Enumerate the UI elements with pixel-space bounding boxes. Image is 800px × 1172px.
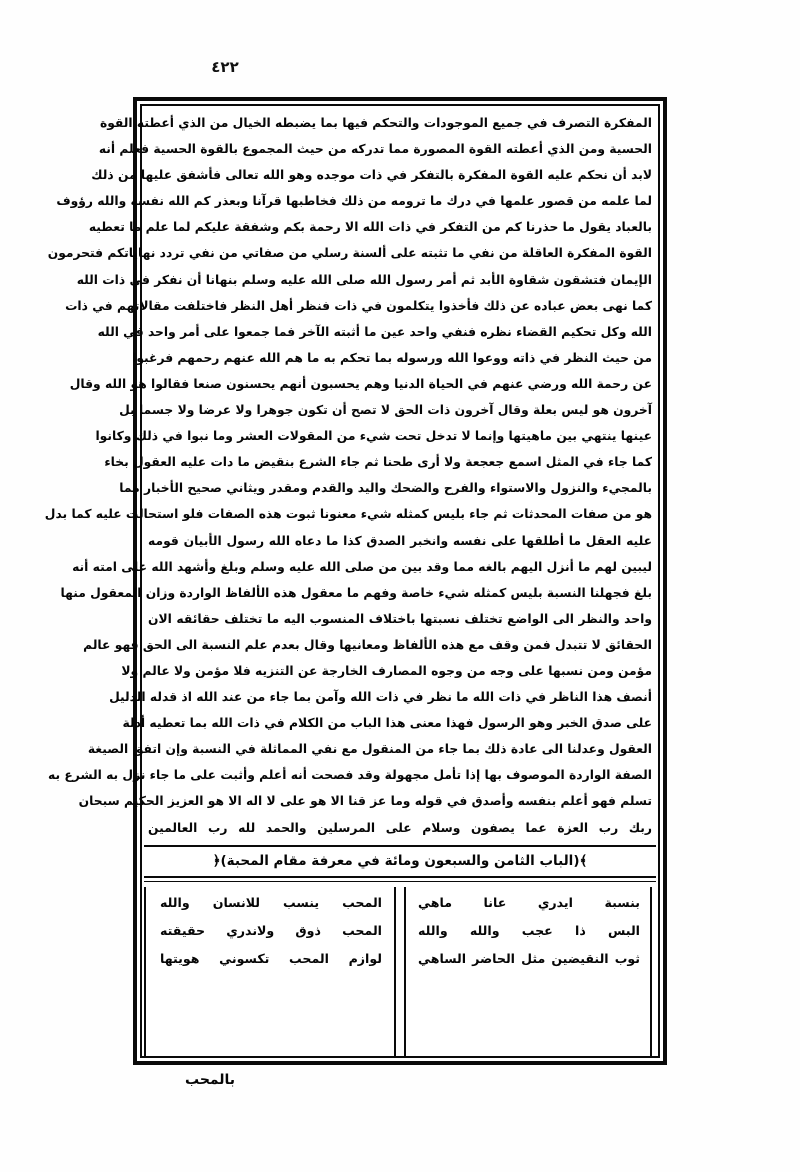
text-line: الحسية ومن الذي أعطته القوة المصورة مما تدركه من حيث المجموع بالقوة الحسية فعلم أنه <box>98 142 652 157</box>
text-block-frame <box>44 97 667 1065</box>
text-line: كما نهى بعض عباده عن ذلك فأخذوا يتكلمون في ذات فنظر أهل النظر فاختلفت مقالاتهم في ذات <box>65 298 652 313</box>
text-line: الصفة الواردة الموصوف بها إذا تأمل مجهولة وقد فصحت أنه أعلم وأثبت على ما جاء نزل به الشرع به <box>48 768 652 783</box>
verse-line: بنسبة ايدري عانا ماهي <box>418 894 640 910</box>
text-line: تسلم فهو أعلم بنفسه وأصدق في قوله وما عز قنا الا هو على لا اله الا هو العزيز الحكيم سبحان <box>78 794 652 809</box>
text-line: لما علمه من قصور علمها في درك ما ترومه من ذلك فخاطبها قرآنا وبعذر كم الله نفسه والله رؤوف <box>56 194 652 209</box>
text-block-inner-frame <box>44 104 660 1058</box>
text-line: الإيمان فتشقون شقاوة الأبد ثم أمر رسول الله صلى الله عليه وسلم بنهانا أن نفكر في ذات الله <box>76 272 652 287</box>
text-line: عينها ينتهي بين ماهيتها وإنما لا تدخل تحت شيء من المقولات العشر وما نبوا في ذلك وكانوا <box>95 429 652 444</box>
text-line: ربك رب العزة عما يصفون وسلام على المرسلين والحمد لله رب العالمين <box>148 820 652 835</box>
text-line: الله وكل تحكيم القضاء نظره فنفي واحد عين ما أثبته الآخر فما جمعوا على أمر واحد في الله <box>97 324 652 339</box>
verse-line: ثوب النقيضين مثل الحاضر الساهي <box>418 950 640 966</box>
verse-table <box>144 881 656 1056</box>
verse-table-right-edge <box>144 887 150 1056</box>
text-line: عن رحمة الله ورضي عنهم في الحياة الدنيا وهم يحسبون أنهم يحسنون صنعا فقالوا هو الله وقال <box>69 376 652 391</box>
text-line: كما جاء في المثل اسمع جعجعة ولا أرى طحنا ثم جاء الشرع بنقيض ما دات عليه العقول بخاء <box>104 455 652 470</box>
text-line: بالعباد يقول ما حذرنا كم من التفكر في ذات الله الا رحمة بكم وشفقة عليكم لما علم ما تعطيه <box>88 220 652 235</box>
text-line: آخرون هو ليس بعلة وقال آخرون ذات الحق لا تصح أن تكون جوهرا ولا عرضا ولا جسما بل <box>119 403 652 418</box>
text-line: من حيث النظر في ذاته ووعوا الله ورسوله بما تحكم به ما هم الله عنهم رحمهم فرغبوا <box>132 350 652 365</box>
text-line: مؤمن ومن نسبها على وجه من وجوه المصارف الخارجة عن التنزيه فلا مؤمن ولا عالم ولا <box>121 663 652 678</box>
catchword: بالمحب <box>185 1072 236 1088</box>
text-line: المفكرة التصرف في جميع الموجودات والتحكم فيها بما يضبطه الخيال من الذي أعطته القوة <box>99 116 652 130</box>
verse-line: لوازم المحب تكسوني هويتها <box>160 950 382 966</box>
text-line: ليبين لهم ما أنزل اليهم بالغه مما وقد بين من صلى الله عليه وسلم وبلغ وأشهد الله على امته أنه <box>72 559 652 574</box>
verse-column-right <box>150 887 392 1056</box>
page-number: ٤٢٢ <box>211 58 239 76</box>
text-line: الحقائق لا تتبدل فمن وقف مع هذه الألفاظ ومعانيها وقال بعدم علم النسبة الى الحق فهو عالم <box>83 637 652 652</box>
text-line: بالمجيء والنزول والاستواء والفرح والضحك واليد والقدم ومقدر ويثاني صحيح الأخبار مما <box>119 481 652 496</box>
text-line: على صدق الخبر وهو الرسول فهذا معنى هذا الباب من الكلام في ذات الله بما تعطيه أدلة <box>122 716 652 731</box>
text-line: العقول وعدلنا الى عادة ذلك بما جاء من المنقول مع نفي المماثلة في النسبة وإن اتفق الصيغة <box>87 742 652 757</box>
text-line: بلغ فجهلنا النسبة بليس كمثله شيء خاصة وفهم ما معقول هذه الألفاظ الواردة وزان المعقول منها <box>60 585 652 600</box>
heading-rule-bottom <box>144 876 656 878</box>
chapter-heading: ﴾(الباب الثامن والسبعون ومائة في معرفة مقام المحبة)﴿ <box>212 852 588 869</box>
text-line: عليه العقل ما أطلقها على نفسه وانخبر الصدق كذا ما دعاه الله رسول الأبيان قومه <box>148 533 652 548</box>
text-line: واحد والنظر الى الواضع تختلف نسبتها باختلاف المنسوب اليه ما تختلف حقائقه الان <box>148 611 652 626</box>
text-line: لابد أن نحكم عليه القوة المفكرة بالتفكر في ذات موجده وهو الله تعالى فأشفق عليها من ذلك <box>91 168 652 183</box>
main-text-body <box>44 106 658 843</box>
verse-column-divider <box>394 887 406 1056</box>
verse-table-left-edge <box>650 887 656 1056</box>
text-line: أنصف هذا الناظر في ذات الله ما نظر في ذات الله وآمن بما جاء من عند الله اذ قدله الدليل <box>109 690 652 705</box>
verse-column-left <box>408 887 650 1056</box>
verse-line: البس ذا عجب والله والله <box>418 922 640 938</box>
text-line: هو من صفات المحدثات ثم جاء بليس كمثله شيء معنونا ثبوت هذه الصفات فلو استحالت عليه كما بدل <box>44 507 652 522</box>
verse-line: المحب ينسب للانسان والله <box>160 894 382 910</box>
text-line: القوة المفكرة العاقلة من نفي ما تثبته على ألسنة رسلي من صفاتي من نفي تردد نهاياتكم فتحرمون <box>47 246 652 261</box>
verse-line: المحب ذوق ولاندري حقيقته <box>160 922 382 938</box>
